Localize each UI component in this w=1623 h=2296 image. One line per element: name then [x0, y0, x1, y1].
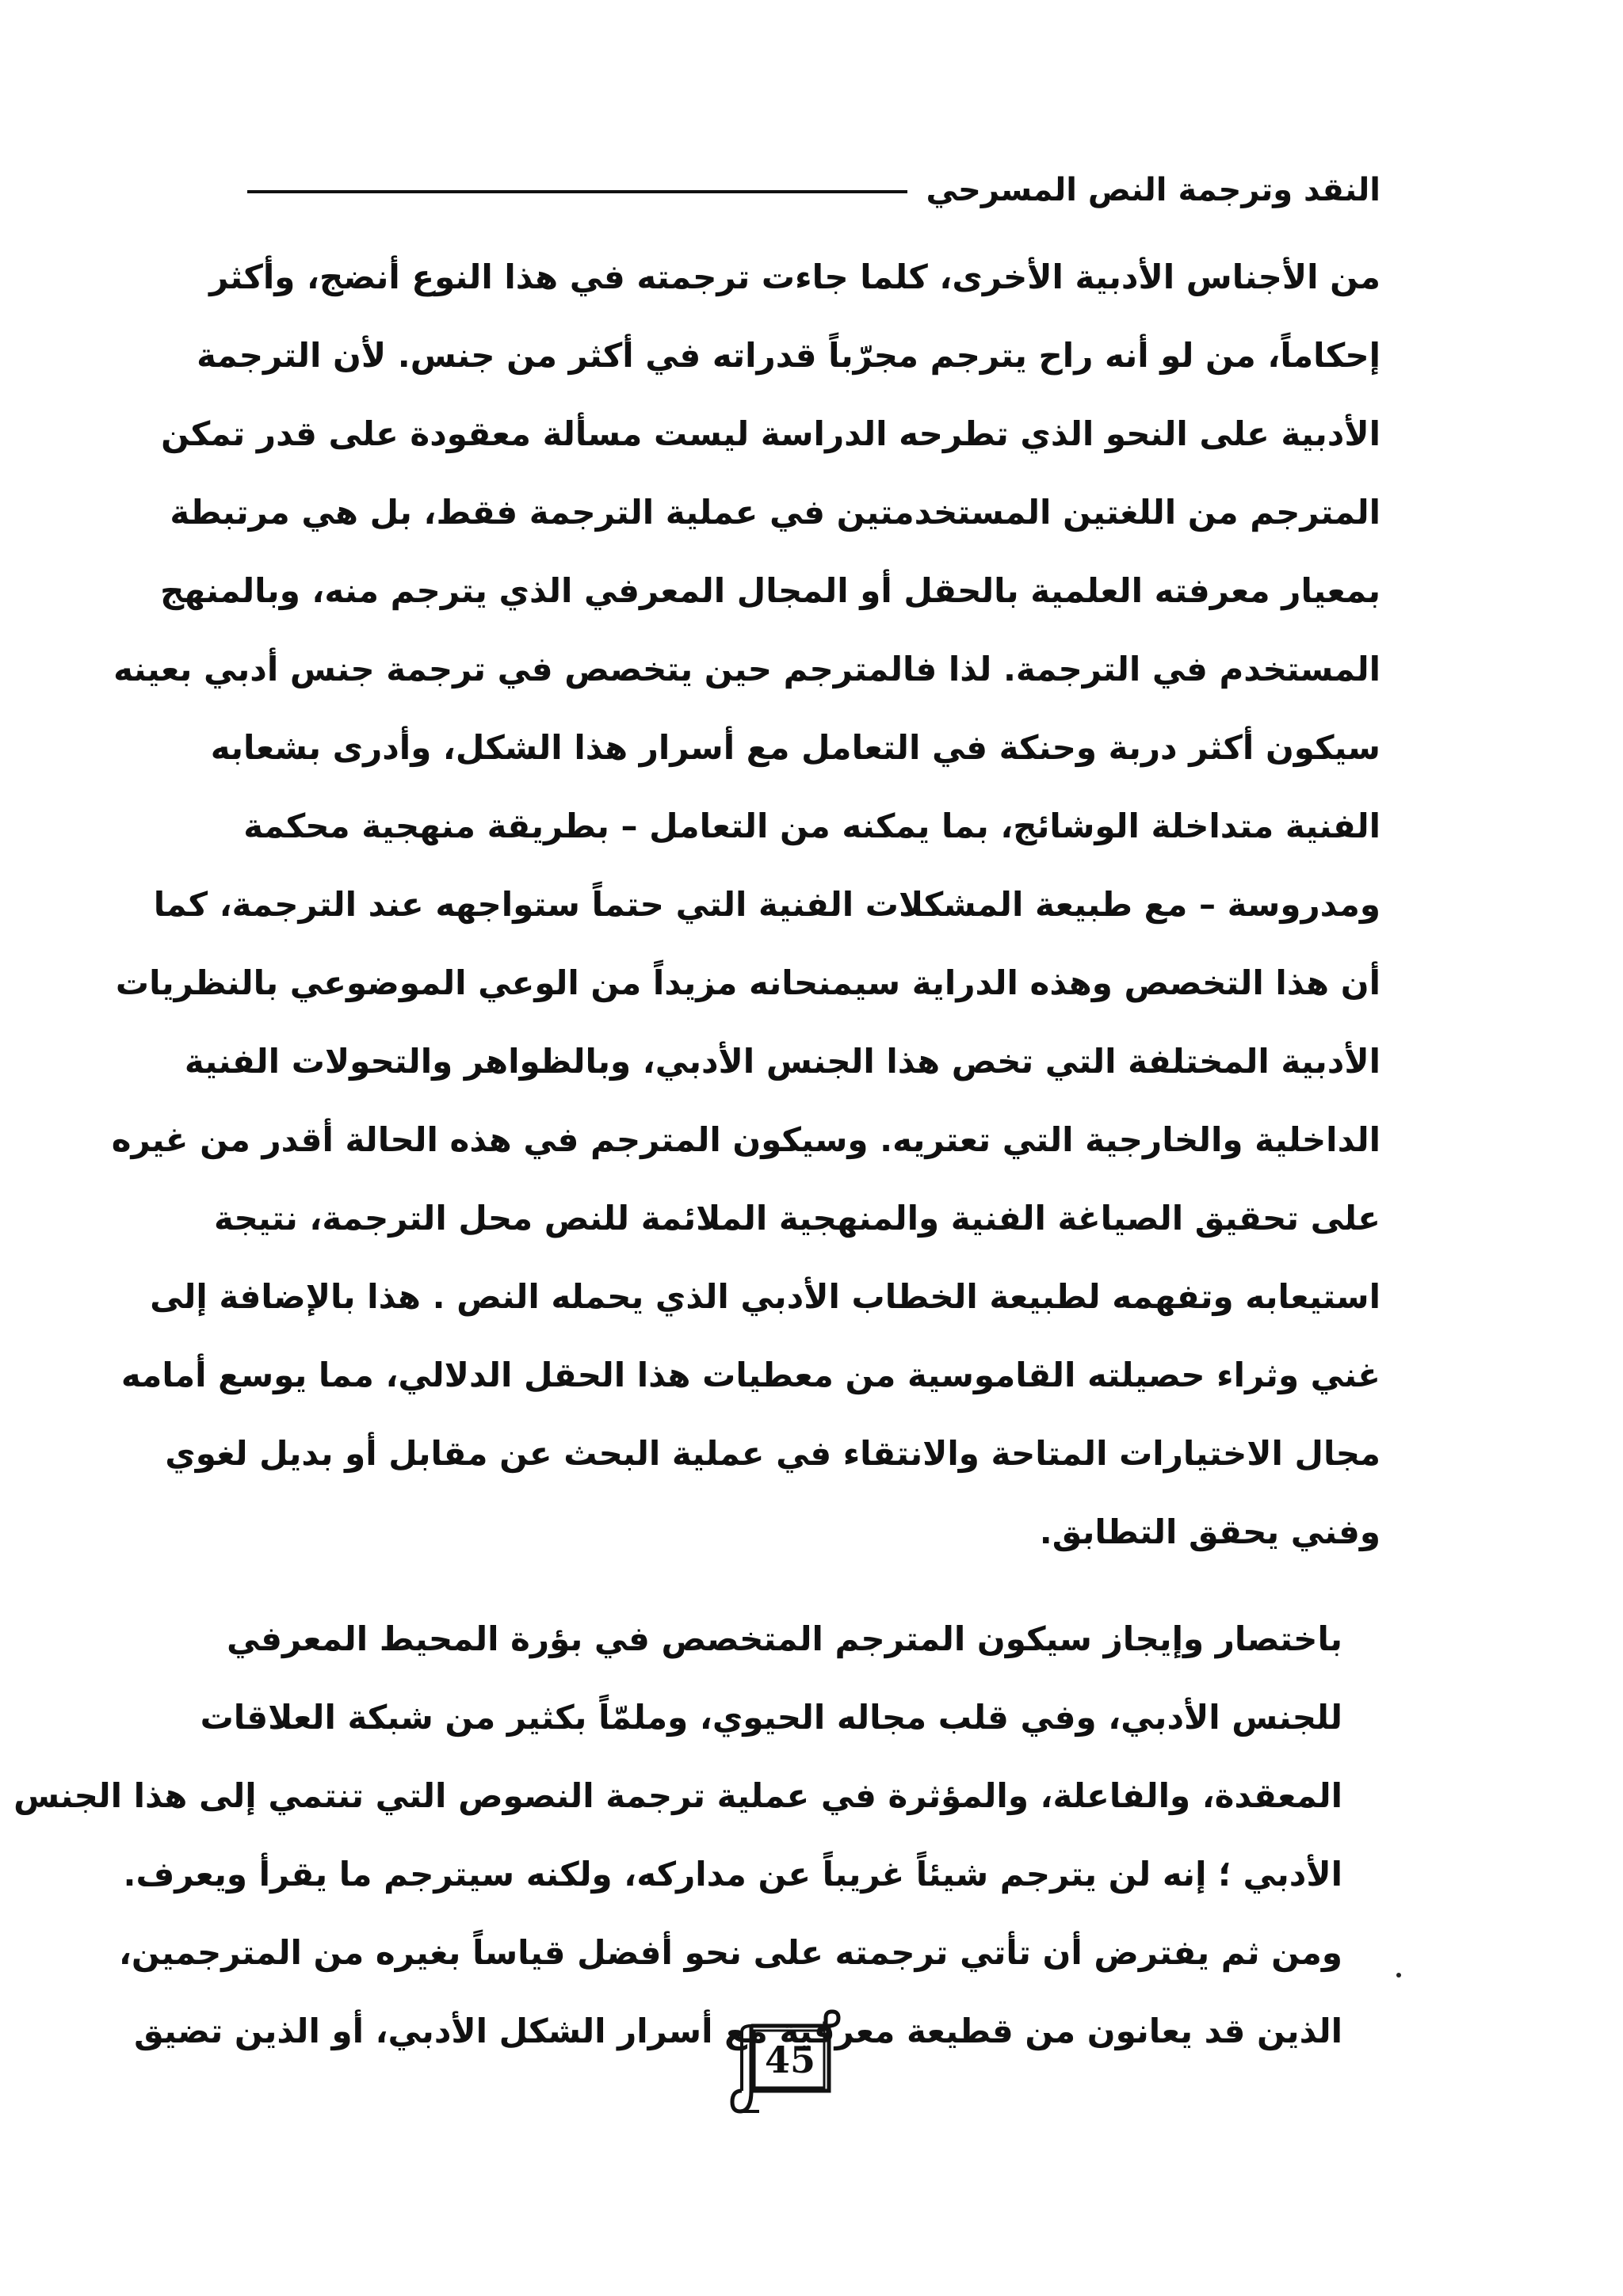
- text-line: على تحقيق الصياغة الفنية والمنهجية الملائمة للنص محل الترجمة، نتيجة: [214, 1199, 1381, 1238]
- text-line: ومدروسة – مع طبيعة المشكلات الفنية التي حتماً ستواجهه عند الترجمة، كما: [153, 885, 1381, 924]
- text-line: سيكون أكثر دربة وحنكة في التعامل مع أسرار هذا الشكل، وأدرى بشعابه: [210, 728, 1381, 767]
- text-line: مجال الاختيارات المتاحة والانتقاء في عملية البحث عن مقابل أو بديل لغوي: [165, 1434, 1381, 1473]
- text-line: المعقدة، والفاعلة، والمؤثرة في عملية ترجمة النصوص التي تنتمي إلى هذا الجنس: [13, 1776, 1342, 1815]
- text-line: الفنية متداخلة الوشائج، بما يمكنه من التعامل – بطريقة منهجية محكمة: [243, 807, 1381, 845]
- text-line: وفني يحقق التطابق.: [1039, 1512, 1381, 1551]
- margin-dot: [1396, 1973, 1401, 1978]
- text-line: غني وثراء حصيلته القاموسية من معطيات هذا الحقل الدلالي، مما يوسع أمامه: [120, 1356, 1381, 1394]
- body-text: [13, 238, 1381, 2070]
- text-line: الأدبي ؛ إنه لن يترجم شيئاً غريباً عن مداركه، ولكنه سيترجم ما يقرأ ويعرف.: [123, 1855, 1342, 1894]
- paragraph-1: [111, 238, 1381, 1571]
- text-line: إحكاماً، من لو أنه راح يترجم مجرّباً قدراته في أكثر من جنس. لأن الترجمة: [197, 336, 1381, 375]
- text-line: أن هذا التخصص وهذه الدراية سيمنحانه مزيداً من الوعي الموضوعي بالنظريات: [115, 963, 1381, 1002]
- page-number: 45: [764, 2039, 815, 2081]
- text-line: للجنس الأدبي، وفي قلب مجاله الحيوي، وملمّاً بكثير من شبكة العلاقات: [200, 1698, 1342, 1737]
- text-line: بمعيار معرفته العلمية بالحقل أو المجال المعرفي الذي يترجم منه، وبالمنهج: [160, 571, 1381, 610]
- running-header: [247, 147, 1381, 211]
- header-rule: [247, 190, 907, 193]
- text-line: استيعابه وتفهمه لطبيعة الخطاب الأدبي الذي يحمله النص . هذا بالإضافة إلى: [150, 1277, 1381, 1316]
- text-line: المترجم من اللغتين المستخدمتين في عملية الترجمة فقط، بل هي مرتبطة: [170, 493, 1381, 532]
- text-line: الداخلية والخارجية التي تعتريه. وسيكون المترجم في هذه الحالة أقدر من غيره: [111, 1120, 1381, 1159]
- text-line: من الأجناس الأدبية الأخرى، كلما جاءت ترجمته في هذا النوع أنضج، وأكثر: [209, 257, 1381, 296]
- text-line: المستخدم في الترجمة. لذا فالمترجم حين يتخصص في ترجمة جنس أدبي بعينه: [113, 650, 1381, 688]
- text-line: ومن ثم يفترض أن تأتي ترجمته على نحو أفضل قياساً بغيره من المترجمين،: [118, 1933, 1342, 1972]
- text-line: الذين قد يعانون من قطيعة معرفية مع أسرار الشكل الأدبي، أو الذين تضيق: [134, 2012, 1342, 2050]
- text-line: الأدبية على النحو الذي تطرحه الدراسة ليست مسألة معقودة على قدر تمكن: [161, 414, 1381, 453]
- page-number-frame: [727, 2008, 851, 2118]
- running-header-title: النقد وترجمة النص المسرحي: [926, 172, 1381, 208]
- text-line: باختصار وإيجاز سيكون المترجم المتخصص في بؤرة المحيط المعرفي: [227, 1619, 1342, 1658]
- text-line: الأدبية المختلفة التي تخص هذا الجنس الأدبي، وبالظواهر والتحولات الفنية: [184, 1042, 1381, 1081]
- paragraph-2: [13, 1600, 1381, 2070]
